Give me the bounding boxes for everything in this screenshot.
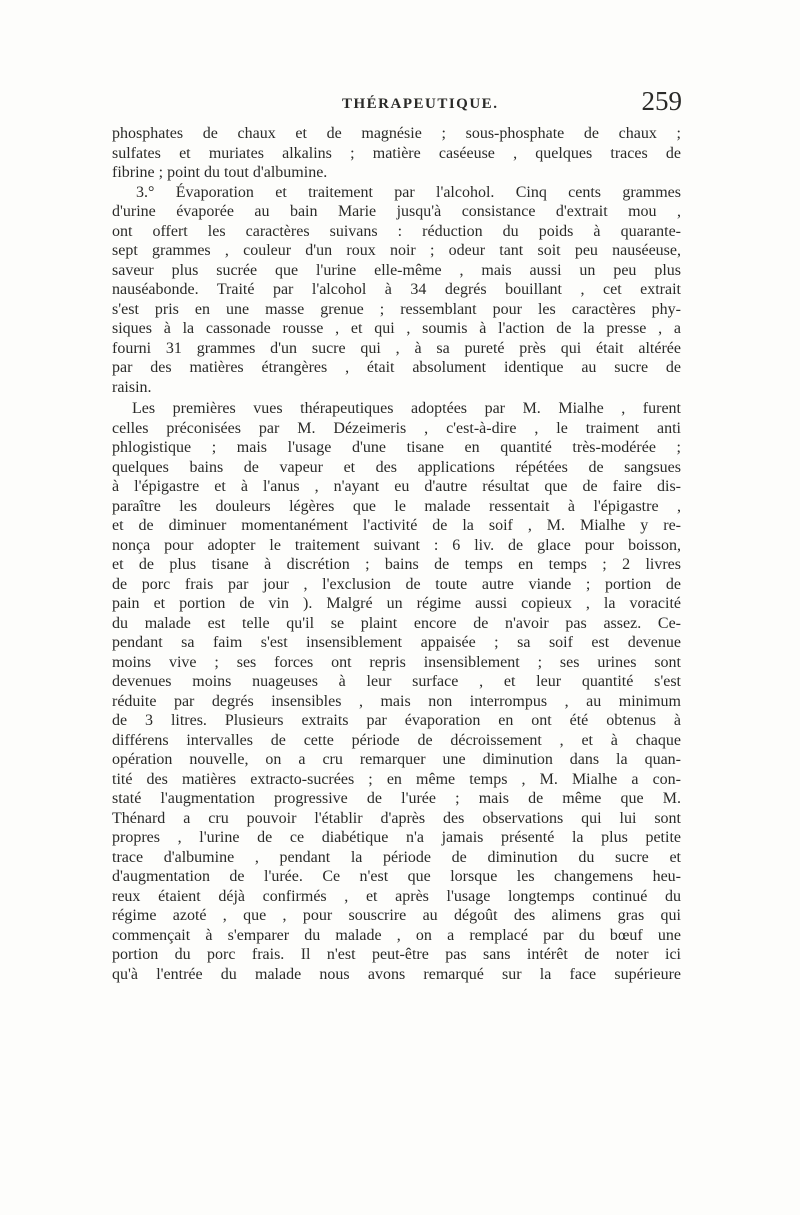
text-line: quelques bains de vapeur et des applications répétées de sangsues (112, 458, 681, 476)
text-line: du malade est telle qu'il se plaint encore de n'avoir pas assez. Ce- (112, 614, 681, 632)
text-line: de porc frais par jour , l'exclusion de toute autre viande ; portion de (112, 575, 681, 593)
text-line: celles préconisées par M. Dézeimeris , c'est-à-dire , le traiment anti (112, 419, 681, 437)
text-line: sulfates et muriates alkalins ; matière caséeuse , quelques traces de (112, 144, 681, 162)
text-line: fibrine ; point du tout d'albumine. (112, 164, 328, 181)
text-line: raisin. (112, 378, 152, 396)
text-line: 3.° Évaporation et traitement par l'alcohol. Cinq cents grammes (136, 183, 681, 201)
text-line: opération nouvelle, on a cru remarquer une diminution dans la quan- (112, 751, 681, 768)
text-line: ont offert les caractères suivans : réduction du poids à quarante- (112, 222, 681, 240)
body-text (112, 124, 681, 984)
text-line: reux étaient déjà confirmés , et après l'usage longtemps continué du (112, 887, 681, 905)
text-line: de 3 litres. Plusieurs extraits par évaporation en ont été obtenus à (112, 712, 681, 729)
text-line: qu'à l'entrée du malade nous avons remarqué sur la face supérieure (112, 965, 681, 983)
text-line: staté l'augmentation progressive de l'urée ; mais de même que M. (112, 790, 681, 807)
text-line: propres , l'urine de ce diabétique n'a jamais présenté la plus petite (112, 829, 681, 846)
text-line: phlogistique ; mais l'usage d'une tisane en quantité très-modérée ; (112, 439, 681, 456)
text-line: à l'épigastre et à l'anus , n'ayant eu d'autre résultat que de faire dis- (112, 478, 681, 495)
text-line: nauséabonde. Traité par l'alcohol à 34 degrés bouillant , cet extrait (112, 281, 681, 298)
text-line: Thénard a cru pouvoir l'établir d'après des observations qui lui sont (112, 809, 681, 827)
text-line: nonça pour adopter le traitement suivant : 6 liv. de glace pour boisson, (112, 536, 681, 554)
text-line: trace d'albumine , pendant la période de diminution du sucre et (112, 848, 681, 866)
text-line: devenues moins nuageuses à leur surface , et leur quantité s'est (112, 673, 681, 690)
running-title: THÉRAPEUTIQUE. (342, 96, 499, 112)
text-line: s'est pris en une masse grenue ; ressemblant pour les caractères phy- (112, 300, 681, 318)
text-line: d'urine évaporée au bain Marie jusqu'à consistance d'extrait mou , (112, 203, 681, 220)
text-line: d'augmentation de l'urée. Ce n'est que lorsque les changemens heu- (112, 868, 681, 885)
text-line: différens intervalles de cette période de décroissement , et à chaque (112, 731, 681, 749)
page-header (112, 86, 682, 116)
text-line: tité des matières extracto-sucrées ; en même temps , M. Mialhe a con- (112, 770, 681, 788)
text-line: sept grammes , couleur d'un roux noir ; odeur tant soit peu nauséeuse, (112, 242, 681, 259)
page-number: 259 (641, 86, 682, 116)
text-line: par des matières étrangères , était absolument identique au sucre de (112, 359, 681, 376)
text-line: réduite par degrés insensibles , mais non interrompus , au minimum (112, 692, 681, 710)
text-line: paraître les douleurs légères que le malade ressentait à l'épigastre , (112, 497, 681, 515)
text-line: pendant sa faim s'est insensiblement appaisée ; sa soif est devenue (112, 634, 681, 651)
text-line: pain et portion de vin ). Malgré un régime aussi copieux , la voracité (112, 595, 681, 612)
text-line: Les premières vues thérapeutiques adoptées par M. Mialhe , furent (132, 400, 681, 417)
text-line: régime azoté , que , pour souscrire au dégoût des alimens gras qui (112, 907, 681, 924)
text-line: et de diminuer momentanément l'activité de la soif , M. Mialhe y re- (112, 517, 681, 534)
text-line: et de plus tisane à discrétion ; bains de temps en temps ; 2 livres (112, 556, 681, 573)
text-line: portion du porc frais. Il n'est peut-être pas sans intérêt de noter ici (112, 946, 681, 963)
text-line: saveur plus sucrée que l'urine elle-même , mais aussi un peu plus (112, 261, 681, 279)
text-line: commençait à s'emparer du malade , on a remplacé par du bœuf une (112, 926, 681, 944)
text-line: moins vive ; ses forces ont repris insensiblement ; ses urines sont (112, 653, 681, 671)
text-line: phosphates de chaux et de magnésie ; sous-phosphate de chaux ; (112, 125, 681, 142)
text-line: fourni 31 grammes d'un sucre qui , à sa pureté près qui était altérée (112, 339, 681, 357)
text-line: siques à la cassonade rousse , et qui , soumis à l'action de la presse , a (112, 320, 681, 337)
